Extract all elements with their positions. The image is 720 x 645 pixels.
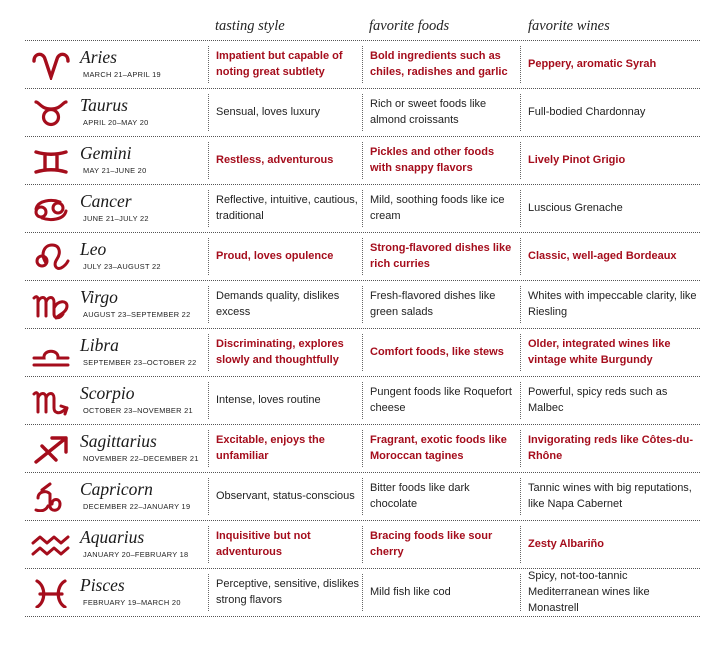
sign-dates: JANUARY 20–FEBRUARY 18 <box>83 550 189 559</box>
tasting-style-cell: Inquisitive but not adventurous <box>216 530 311 558</box>
sign-name: Aquarius <box>80 527 145 547</box>
column-divider <box>520 334 521 371</box>
column-divider <box>208 142 209 179</box>
column-divider <box>362 430 363 467</box>
column-divider <box>362 334 363 371</box>
tasting-style-cell: Perceptive, sensitive, dislikes strong flavors <box>216 578 360 606</box>
favorite-foods-cell: Fresh-flavored dishes like green salads <box>370 290 496 318</box>
column-divider <box>362 574 363 611</box>
sign-name: Pisces <box>80 575 125 595</box>
sign-name: Scorpio <box>80 383 135 403</box>
leo-icon <box>30 242 72 272</box>
column-divider <box>520 382 521 419</box>
sign-name: Libra <box>80 335 119 355</box>
tasting-style-cell: Demands quality, dislikes excess <box>216 290 340 318</box>
column-divider <box>208 286 209 323</box>
column-divider <box>362 190 363 227</box>
tasting-style-cell: Proud, loves opulence <box>216 250 334 262</box>
column-divider <box>520 430 521 467</box>
header-tasting-style: tasting style <box>215 18 285 34</box>
column-divider <box>520 526 521 563</box>
table-row <box>25 233 700 281</box>
sign-dates: NOVEMBER 22–DECEMBER 21 <box>83 454 199 463</box>
column-divider <box>520 478 521 515</box>
table-row <box>25 281 700 329</box>
column-divider <box>208 190 209 227</box>
pisces-icon <box>30 578 72 608</box>
header-favorite-foods: favorite foods <box>369 18 450 34</box>
column-divider <box>520 190 521 227</box>
favorite-wines-cell: Luscious Grenache <box>528 202 623 214</box>
favorite-wines-cell: Peppery, aromatic Syrah <box>528 58 657 70</box>
sign-name: Aries <box>80 47 117 67</box>
tasting-style-cell: Observant, status-conscious <box>216 490 355 502</box>
column-divider <box>362 46 363 83</box>
column-divider <box>208 526 209 563</box>
tasting-style-cell: Restless, adventurous <box>216 154 334 166</box>
table-row <box>25 89 700 137</box>
favorite-wines-cell: Classic, well-aged Bordeaux <box>528 250 677 262</box>
column-divider <box>208 238 209 275</box>
favorite-foods-cell: Bracing foods like sour cherry <box>370 530 493 558</box>
favorite-foods-cell: Mild, soothing foods like ice cream <box>370 194 505 222</box>
zodiac-table <box>25 40 700 617</box>
column-divider <box>208 478 209 515</box>
sign-dates: MARCH 21–APRIL 19 <box>83 70 161 79</box>
column-divider <box>208 382 209 419</box>
column-divider <box>208 46 209 83</box>
column-divider <box>520 238 521 275</box>
tasting-style-cell: Impatient but capable of noting great subtlety <box>216 50 343 78</box>
gemini-icon <box>30 146 72 176</box>
column-divider <box>520 286 521 323</box>
sign-dates: APRIL 20–MAY 20 <box>83 118 149 127</box>
favorite-wines-cell: Spicy, not-too-tannic Mediterranean wines like Monastrell <box>528 570 650 614</box>
sign-dates: MAY 21–JUNE 20 <box>83 166 147 175</box>
favorite-wines-cell: Whites with impeccable clarity, like Riesling <box>528 290 697 318</box>
sign-dates: AUGUST 23–SEPTEMBER 22 <box>83 310 191 319</box>
favorite-foods-cell: Bitter foods like dark chocolate <box>370 482 470 510</box>
sign-name: Gemini <box>80 143 132 163</box>
taurus-icon <box>30 98 72 128</box>
sign-name: Virgo <box>80 287 118 307</box>
column-divider <box>362 142 363 179</box>
sign-dates: FEBRUARY 19–MARCH 20 <box>83 598 181 607</box>
favorite-foods-cell: Bold ingredients such as chiles, radishes and garlic <box>370 50 508 78</box>
column-divider <box>208 94 209 131</box>
scorpio-icon <box>30 386 72 416</box>
favorite-foods-cell: Pungent foods like Roquefort cheese <box>370 386 512 414</box>
sign-name: Capricorn <box>80 479 153 499</box>
sagittarius-icon <box>30 434 72 464</box>
column-divider <box>208 334 209 371</box>
column-divider <box>362 94 363 131</box>
column-divider <box>520 94 521 131</box>
favorite-foods-cell: Comfort foods, like stews <box>370 346 504 358</box>
tasting-style-cell: Discriminating, explores slowly and thoughtfully <box>216 338 344 366</box>
sign-dates: OCTOBER 23–NOVEMBER 21 <box>83 406 193 415</box>
table-row <box>25 425 700 473</box>
libra-icon <box>30 338 72 368</box>
tasting-style-cell: Sensual, loves luxury <box>216 106 320 118</box>
favorite-wines-cell: Zesty Albariño <box>528 538 604 550</box>
favorite-wines-cell: Older, integrated wines like vintage white Burgundy <box>528 338 671 366</box>
column-divider <box>362 286 363 323</box>
sign-name: Sagittarius <box>80 431 157 451</box>
capricorn-icon <box>30 482 72 512</box>
favorite-wines-cell: Powerful, spicy reds such as Malbec <box>528 386 668 414</box>
column-divider <box>208 430 209 467</box>
column-divider <box>520 574 521 611</box>
tasting-style-cell: Excitable, enjoys the unfamiliar <box>216 434 325 462</box>
sign-dates: JULY 23–AUGUST 22 <box>83 262 161 271</box>
table-row <box>25 521 700 569</box>
table-header <box>0 18 720 38</box>
favorite-foods-cell: Pickles and other foods with snappy flavors <box>370 146 495 174</box>
column-divider <box>362 382 363 419</box>
sign-dates: DECEMBER 22–JANUARY 19 <box>83 502 191 511</box>
table-row <box>25 377 700 425</box>
favorite-foods-cell: Strong-flavored dishes like rich curries <box>370 242 512 270</box>
column-divider <box>362 526 363 563</box>
virgo-icon <box>30 290 72 320</box>
sign-name: Taurus <box>80 95 128 115</box>
table-row <box>25 41 700 89</box>
table-row <box>25 185 700 233</box>
favorite-foods-cell: Fragrant, exotic foods like Moroccan tagines <box>370 434 507 462</box>
favorite-wines-cell: Lively Pinot Grigio <box>528 154 626 166</box>
favorite-foods-cell: Mild fish like cod <box>370 586 451 598</box>
favorite-wines-cell: Invigorating reds like Côtes-du-Rhône <box>528 434 694 462</box>
table-row <box>25 569 700 617</box>
favorite-wines-cell: Tannic wines with big reputations, like Napa Cabernet <box>528 482 692 510</box>
table-row <box>25 329 700 377</box>
header-favorite-wines: favorite wines <box>528 18 610 34</box>
favorite-foods-cell: Rich or sweet foods like almond croissants <box>370 98 487 126</box>
table-row <box>25 137 700 185</box>
column-divider <box>362 238 363 275</box>
sign-dates: SEPTEMBER 23–OCTOBER 22 <box>83 358 197 367</box>
column-divider <box>208 574 209 611</box>
column-divider <box>520 142 521 179</box>
sign-name: Cancer <box>80 191 132 211</box>
aquarius-icon <box>30 530 72 560</box>
sign-name: Leo <box>80 239 107 259</box>
column-divider <box>362 478 363 515</box>
sign-dates: JUNE 21–JULY 22 <box>83 214 149 223</box>
tasting-style-cell: Reflective, intuitive, cautious, traditional <box>216 194 358 222</box>
tasting-style-cell: Intense, loves routine <box>216 394 321 406</box>
column-divider <box>520 46 521 83</box>
cancer-icon <box>30 194 72 224</box>
table-row <box>25 473 700 521</box>
aries-icon <box>30 50 72 80</box>
favorite-wines-cell: Full-bodied Chardonnay <box>528 106 646 118</box>
